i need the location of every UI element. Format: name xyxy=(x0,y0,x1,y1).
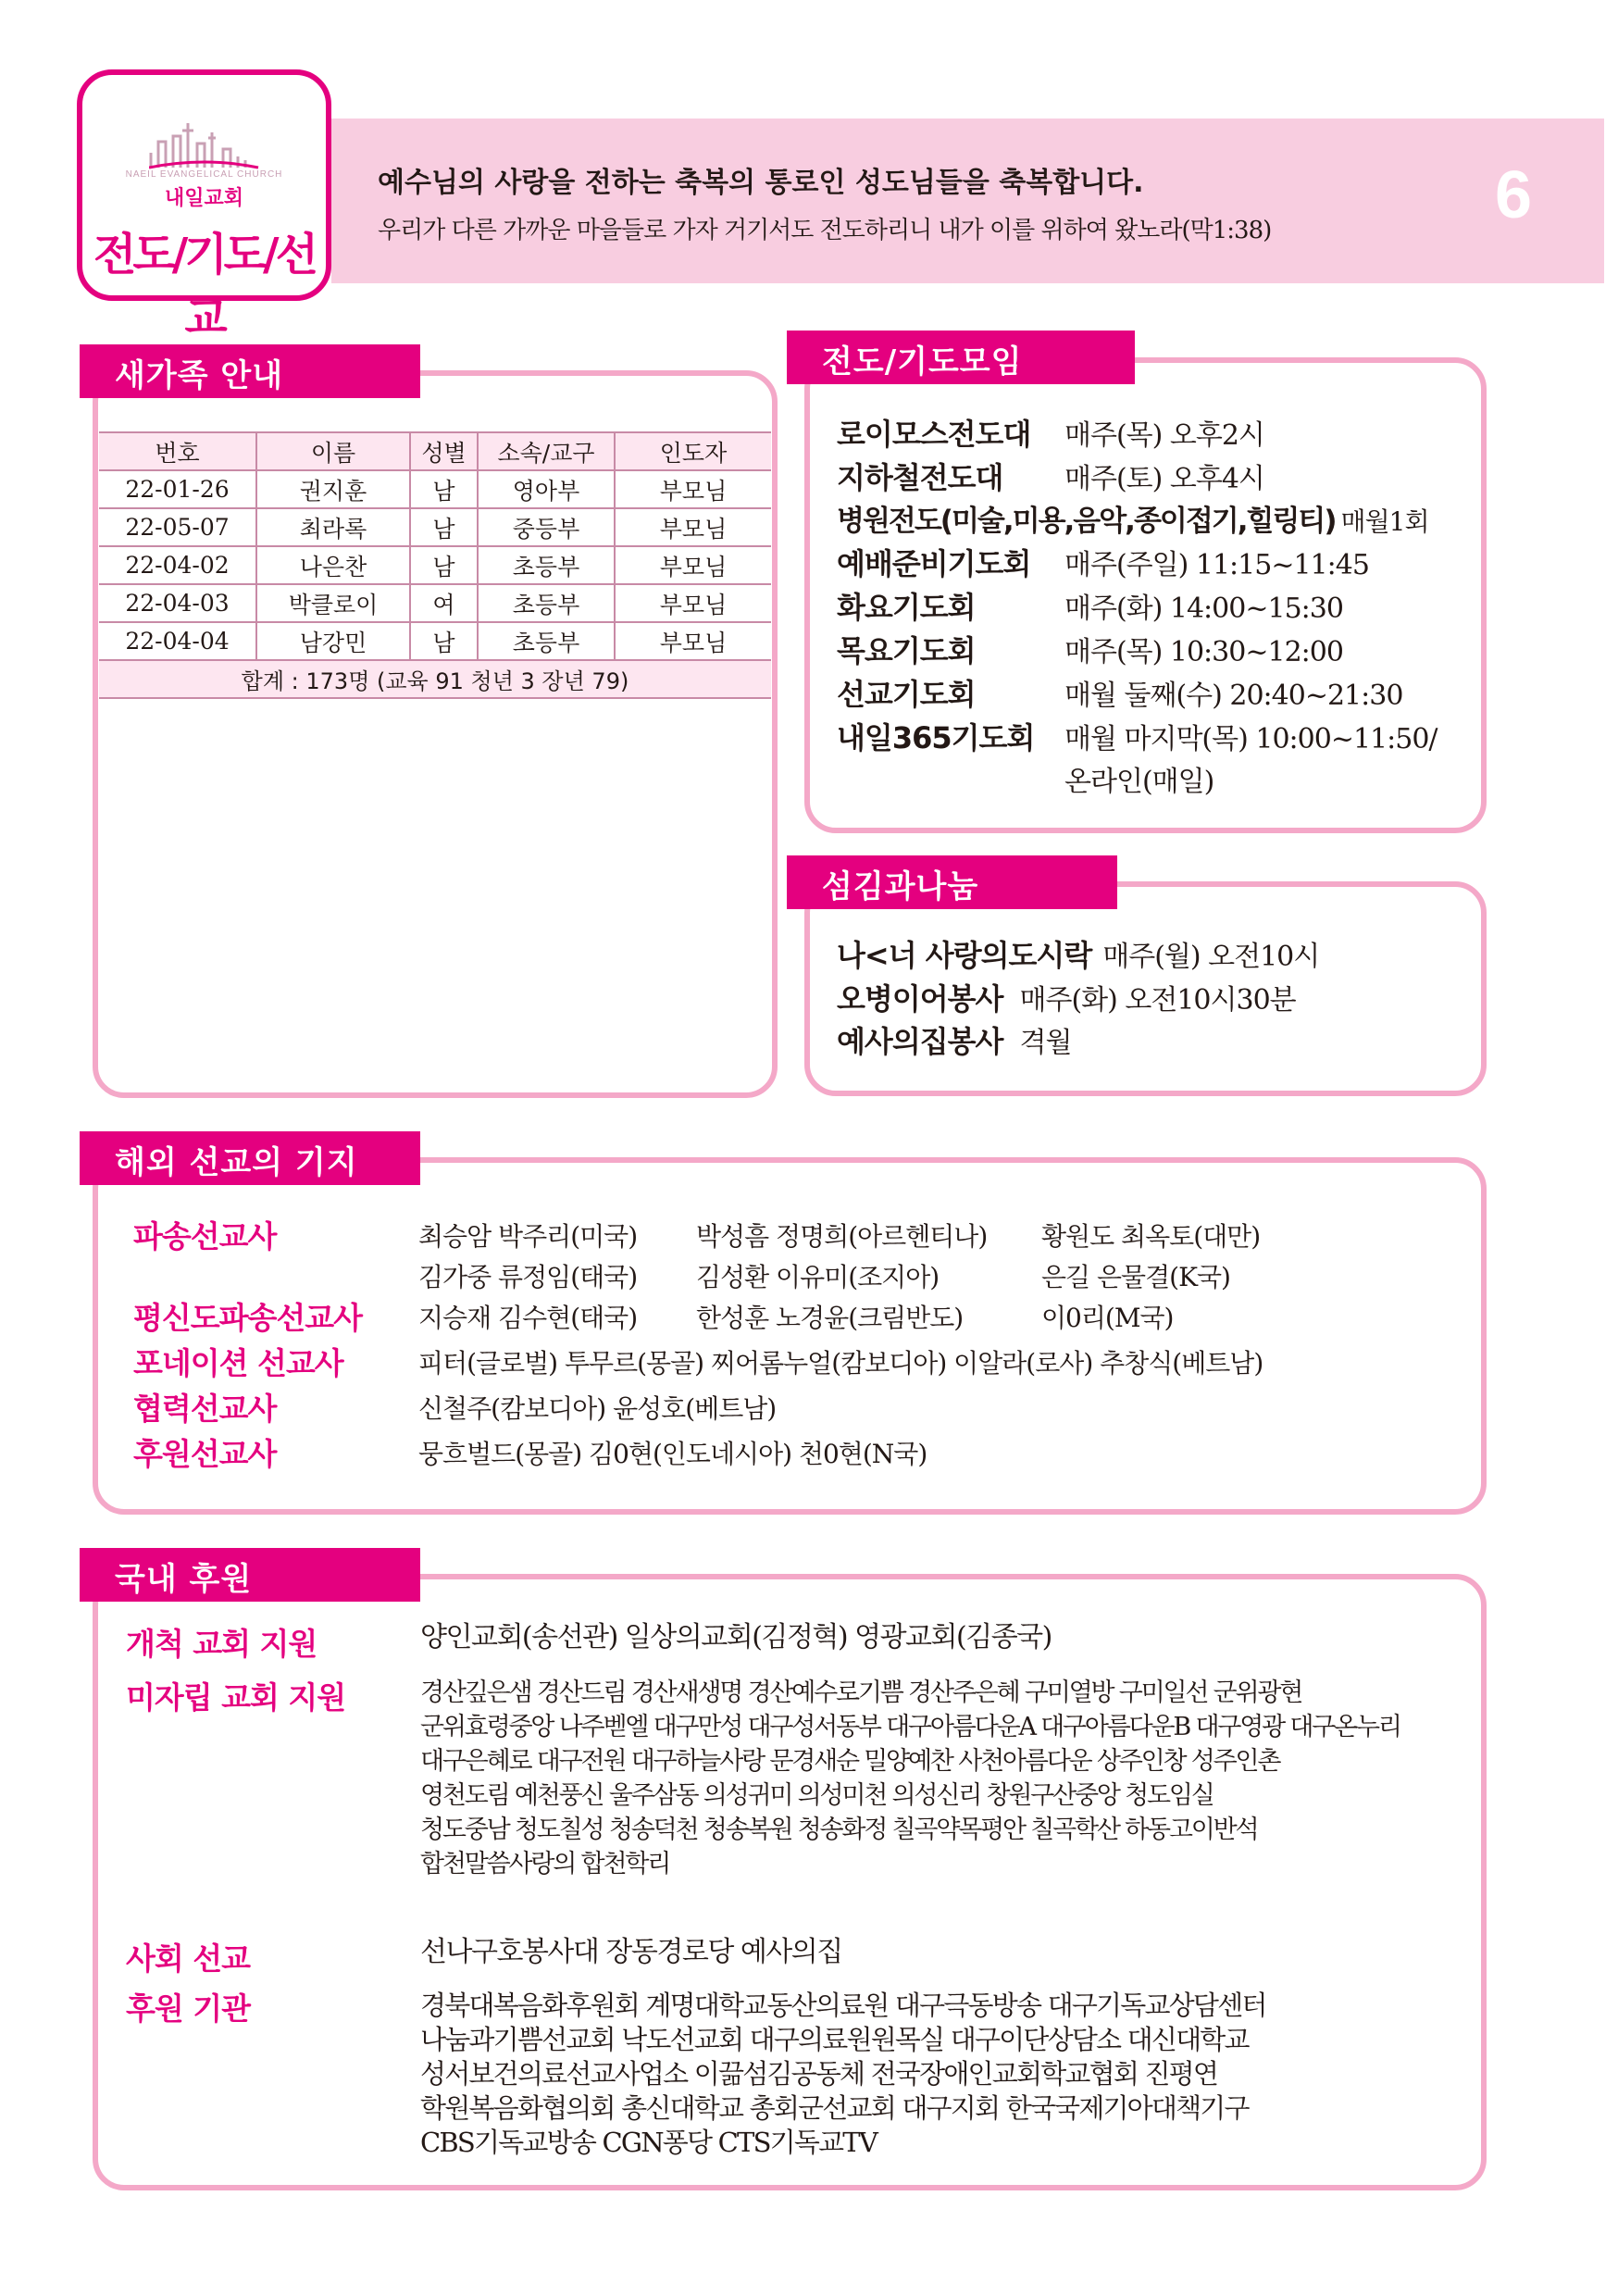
logo-subtitle: NAEIL EVANGELICAL CHURCH xyxy=(125,169,283,180)
prayer-meetings-tag: 전도/기도모임 xyxy=(787,331,1135,384)
missionary-entry: 피터(글로벌) 투무르(몽골) 찌어롬누얼(캄보디아) 이알라(로사) 추창식(베트남) xyxy=(418,1348,1263,1379)
support-line: 군위효령중앙 나주벧엘 대구만성 대구성서동부 대구아름다운A 대구아름다운B 대구영광 대구온누리 xyxy=(420,1713,1400,1741)
missionary-entry: 이0리(M국) xyxy=(1041,1303,1174,1333)
service-time: 매주(화) 오전10시30분 xyxy=(1019,984,1296,1017)
service-name: 나<너 사랑의도시락 xyxy=(837,938,1092,973)
table-row xyxy=(99,546,771,584)
banner-verse: 우리가 다른 가까운 마을들로 가자 거기서도 전도하리니 내가 이를 위하여 왔노라(막1:38) xyxy=(378,217,1272,244)
cell-name: 최라록 xyxy=(256,508,410,546)
meeting-row xyxy=(837,584,1343,627)
support-list xyxy=(420,1620,1052,1654)
missionary-entry: 은길 은물결(K국) xyxy=(1041,1262,1230,1292)
meeting-name: 내일365기도회 xyxy=(837,720,1035,755)
support-line: 학원복음화협의회 총신대학교 총회군선교회 대구지회 한국국제기아대책기구 xyxy=(420,2092,1249,2124)
missionary-entry: 김성환 이유미(조지아) xyxy=(696,1262,940,1292)
support-group-label: 개척 교회 지원 xyxy=(126,1626,317,1662)
cell-number: 22-04-04 xyxy=(99,622,256,660)
service-row xyxy=(837,932,1319,975)
cell-number: 22-04-02 xyxy=(99,546,256,584)
support-line: 나눔과기쁨선교회 낙도선교회 대구의료원원목실 대구이단상담소 대신대학교 xyxy=(420,2024,1249,2055)
missionary-entry: 뭉흐벌드(몽골) 김0현(인도네시아) 천0현(N국) xyxy=(418,1439,927,1469)
total-summary: 합계 : 173명 (교육 91 청년 3 장년 79) xyxy=(99,660,771,698)
support-list xyxy=(420,1676,1400,1881)
meeting-time: 매주(토) 오후4시 xyxy=(1064,463,1264,495)
meeting-time: 매월1회 xyxy=(1340,506,1429,537)
overseas-tag: 해외 선교의 기지 xyxy=(80,1131,420,1185)
meeting-continuation xyxy=(1064,758,1214,799)
cell-gender: 남 xyxy=(410,622,478,660)
support-line: 선나구호봉사대 장동경로당 예사의집 xyxy=(420,1936,842,1968)
meeting-name: 예배준비기도회 xyxy=(837,546,1031,581)
support-line: 대구은혜로 대구전원 대구하늘사랑 문경새순 밀양예찬 사천아름다운 상주인창 성주인촌 xyxy=(420,1747,1280,1776)
meeting-name: 화요기도회 xyxy=(837,590,976,625)
cell-department: 중등부 xyxy=(478,508,615,546)
meeting-row xyxy=(837,411,1264,454)
support-line: 성서보건의료선교사업소 이끎섬김공동체 전국장애인교회학교협회 진평연 xyxy=(420,2058,1218,2090)
cell-department: 초등부 xyxy=(478,622,615,660)
new-family-table xyxy=(99,431,771,699)
cell-name: 권지훈 xyxy=(256,470,410,508)
support-group-label: 후원 기관 xyxy=(126,1990,251,2027)
missionary-entry: 신철주(캄보디아) 윤성호(베트남) xyxy=(418,1393,777,1424)
meeting-row xyxy=(837,497,1429,539)
missionary-group-label: 포네이션 선교사 xyxy=(133,1345,343,1381)
support-group-label: 미자립 교회 지원 xyxy=(126,1679,346,1716)
cell-department: 초등부 xyxy=(478,546,615,584)
header-banner xyxy=(331,119,1604,283)
banner-main-text: 예수님의 사랑을 전하는 축복의 통로인 성도님들을 축복합니다. xyxy=(378,167,1144,199)
meeting-name: 선교기도회 xyxy=(837,677,976,712)
service-time: 격월 xyxy=(1019,1027,1072,1059)
table-header-row xyxy=(99,432,771,470)
cell-department: 초등부 xyxy=(478,584,615,622)
meeting-name: 로이모스전도대 xyxy=(837,417,1031,452)
column-header: 이름 xyxy=(256,432,410,470)
service-row xyxy=(837,1018,1071,1061)
column-header: 인도자 xyxy=(615,432,771,470)
meeting-time: 매주(화) 14:00~15:30 xyxy=(1064,593,1343,625)
new-family-tag: 새가족 안내 xyxy=(80,344,420,398)
support-list xyxy=(420,1935,842,1969)
missionary-entry: 김가중 류정임(태국) xyxy=(418,1262,638,1292)
service-name: 오병이어봉사 xyxy=(837,981,1003,1017)
missionary-entry: 한성훈 노경윤(크림반도) xyxy=(696,1303,964,1333)
missionary-group-label: 파송선교사 xyxy=(133,1218,277,1254)
table-row xyxy=(99,584,771,622)
church-skyline-icon xyxy=(149,116,260,169)
meeting-time: 매월 마지막(목) 10:00~11:50/ xyxy=(1064,723,1438,755)
missionary-entry: 지승재 김수현(태국) xyxy=(418,1303,638,1333)
cell-number: 22-01-26 xyxy=(99,470,256,508)
domestic-tag: 국내 후원 xyxy=(80,1548,420,1602)
cell-gender: 남 xyxy=(410,546,478,584)
meeting-name: 병원전도(미술,미용,음악,종이접기,힐링티) xyxy=(837,505,1336,538)
logo-box xyxy=(77,69,331,344)
meeting-row xyxy=(837,628,1343,670)
meeting-time: 매주(목) 오후2시 xyxy=(1064,419,1264,452)
cell-gender: 남 xyxy=(410,508,478,546)
page-number: 6 xyxy=(1495,158,1533,232)
table-row xyxy=(99,508,771,546)
meeting-row xyxy=(837,671,1402,714)
missionary-entry: 최승암 박주리(미국) xyxy=(418,1221,638,1252)
service-name: 예사의집봉사 xyxy=(837,1024,1003,1059)
meeting-row xyxy=(837,455,1264,497)
logo-name: 내일교회 xyxy=(164,187,243,210)
service-tag: 섬김과나눔 xyxy=(787,855,1117,909)
meeting-time: 매주(목) 10:30~12:00 xyxy=(1064,636,1343,668)
support-list xyxy=(420,1989,1266,2160)
service-time: 매주(월) 오전10시 xyxy=(1102,941,1320,973)
meeting-time: 매주(주일) 11:15~11:45 xyxy=(1064,549,1369,581)
support-line: 합천말씀사랑의 합천학리 xyxy=(420,1850,670,1878)
meeting-row xyxy=(837,715,1438,757)
missionary-group-label: 평신도파송선교사 xyxy=(133,1300,363,1336)
cell-department: 영아부 xyxy=(478,470,615,508)
cell-guide: 부모님 xyxy=(615,584,771,622)
missionary-group-label: 협력선교사 xyxy=(133,1391,277,1427)
cell-guide: 부모님 xyxy=(615,622,771,660)
cell-guide: 부모님 xyxy=(615,508,771,546)
service-row xyxy=(837,976,1296,1018)
cell-gender: 남 xyxy=(410,470,478,508)
support-line: 경산깊은샘 경산드림 경산새생명 경산예수로기쁨 경산주은혜 구미열방 구미일선 군위광현 xyxy=(420,1678,1302,1707)
cell-name: 나은찬 xyxy=(256,546,410,584)
table-row xyxy=(99,622,771,660)
cell-guide: 부모님 xyxy=(615,470,771,508)
meeting-time: 온라인(매일) xyxy=(1064,766,1214,798)
cell-name: 남강민 xyxy=(256,622,410,660)
cell-guide: 부모님 xyxy=(615,546,771,584)
missionary-entry: 박성흠 정명희(아르헨티나) xyxy=(696,1221,988,1252)
support-group-label: 사회 선교 xyxy=(126,1940,251,1977)
support-line: 영천도림 예천풍신 울주삼동 의성귀미 의성미천 의성신리 창원구산중앙 청도임실 xyxy=(420,1781,1214,1810)
support-line: 청도중남 청도칠성 청송덕천 청송복원 청송화정 칠곡약목평안 칠곡학산 하동고이반석 xyxy=(420,1816,1258,1844)
meeting-name: 목요기도회 xyxy=(837,633,976,668)
column-header: 성별 xyxy=(410,432,478,470)
support-line: 경북대복음화후원회 계명대학교동산의료원 대구극동방송 대구기독교상담센터 xyxy=(420,1990,1266,2021)
cell-number: 22-05-07 xyxy=(99,508,256,546)
meeting-name: 지하철전도대 xyxy=(837,460,1003,495)
meeting-time: 매월 둘째(수) 20:40~21:30 xyxy=(1064,680,1403,712)
cell-number: 22-04-03 xyxy=(99,584,256,622)
table-row xyxy=(99,470,771,508)
support-line: CBS기독교방송 CGN퐁당 CTS기독교TV xyxy=(420,2127,877,2158)
cell-gender: 여 xyxy=(410,584,478,622)
missionary-entry: 황원도 최옥토(대만) xyxy=(1041,1221,1261,1252)
missionary-group-label: 후원선교사 xyxy=(133,1436,277,1472)
table-total-row xyxy=(99,660,771,698)
column-header: 소속/교구 xyxy=(478,432,615,470)
cell-name: 박클로이 xyxy=(256,584,410,622)
meeting-row xyxy=(837,541,1369,583)
section-title: 전도/기도/선교 xyxy=(93,229,315,344)
column-header: 번호 xyxy=(99,432,256,470)
support-line: 양인교회(송선관) 일상의교회(김정혁) 영광교회(김종국) xyxy=(420,1621,1052,1653)
